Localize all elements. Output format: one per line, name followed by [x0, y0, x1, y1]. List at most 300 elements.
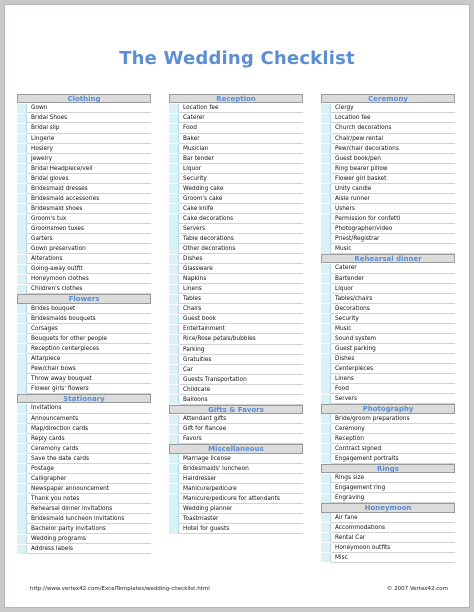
checkbox[interactable] [169, 494, 179, 503]
checkbox[interactable] [321, 533, 331, 542]
checkbox[interactable] [17, 545, 27, 554]
item-label: Balloons [179, 395, 303, 405]
checkbox[interactable] [169, 275, 179, 284]
item-label: Baker [179, 134, 303, 144]
checkbox[interactable] [169, 315, 179, 324]
checklist-item [321, 483, 455, 493]
item-label: Clergy [331, 103, 455, 113]
item-label: Address labels [27, 544, 151, 554]
checklist-item [17, 234, 151, 244]
item-label: Security [179, 174, 303, 184]
checklist-item [321, 263, 455, 273]
item-label: Gown [27, 103, 151, 113]
item-label: Lingerie [27, 134, 151, 144]
checkbox[interactable] [17, 234, 27, 243]
item-label: Marriage license [179, 454, 303, 464]
checkbox[interactable] [17, 324, 27, 333]
checkbox[interactable] [321, 434, 331, 443]
checkbox[interactable] [169, 464, 179, 473]
checklist-item [321, 214, 455, 224]
checklist-item [321, 294, 455, 304]
checklist-item [17, 184, 151, 194]
checklist-item [169, 345, 303, 355]
item-label: Engraving [331, 493, 455, 503]
checklist-item [17, 364, 151, 374]
checkbox[interactable] [169, 355, 179, 364]
checkbox[interactable] [169, 154, 179, 163]
checklist-item [17, 334, 151, 344]
checkbox[interactable] [17, 494, 27, 503]
item-label: Toastmaster [179, 514, 303, 524]
item-label: Bridesmaid shoes [27, 204, 151, 214]
checkbox[interactable] [169, 335, 179, 344]
item-label: Newspaper announcement [27, 484, 151, 494]
item-label: Pew/chair bows [27, 364, 151, 374]
item-label: Bridesmaids bouquets [27, 314, 151, 324]
column-3 [321, 94, 455, 563]
checkbox[interactable] [169, 395, 179, 404]
checklist-item [17, 544, 151, 554]
checkbox[interactable] [321, 474, 331, 483]
checkbox[interactable] [169, 454, 179, 463]
checkbox[interactable] [321, 334, 331, 343]
checklist-item [169, 113, 303, 123]
checkbox[interactable] [17, 124, 27, 133]
checkbox[interactable] [321, 454, 331, 463]
checklist-item [169, 375, 303, 385]
checklist-item [169, 365, 303, 375]
checklist-item [17, 284, 151, 294]
item-label: Other decorations [179, 244, 303, 254]
checklist-item [321, 274, 455, 284]
section-heading: Miscellaneous [169, 444, 303, 453]
checkbox[interactable] [17, 194, 27, 203]
checklist-item [17, 264, 151, 274]
checkbox[interactable] [321, 484, 331, 493]
item-label: Cake knife [179, 204, 303, 214]
checklist-item [169, 314, 303, 324]
item-label: Contract signed [331, 444, 455, 454]
checkbox[interactable] [321, 513, 331, 522]
checklist-item [169, 154, 303, 164]
checkbox[interactable] [321, 494, 331, 503]
section-heading: Clothing [17, 94, 151, 103]
checkbox[interactable] [17, 384, 27, 393]
item-label: Gratuities [179, 355, 303, 365]
checklist-item [169, 385, 303, 395]
checkbox[interactable] [169, 104, 179, 113]
checklist-item [321, 304, 455, 314]
checklist-item [169, 244, 303, 254]
checkbox[interactable] [17, 444, 27, 453]
item-label: Bridal gloves [27, 174, 151, 184]
item-label: Priest/Registrar [331, 234, 455, 244]
checkbox[interactable] [321, 144, 331, 153]
checklist-item [321, 184, 455, 194]
checklist-item [169, 414, 303, 424]
checklist-item [17, 424, 151, 434]
checkbox[interactable] [321, 234, 331, 243]
checkbox[interactable] [17, 304, 27, 313]
item-label: Aisle runner [331, 194, 455, 204]
item-label: Linens [331, 374, 455, 384]
checkbox[interactable] [321, 164, 331, 173]
checklist-item [17, 113, 151, 123]
footer-copyright: © 2007 Vertex42.com [386, 586, 448, 592]
checkbox[interactable] [17, 404, 27, 413]
checklist-item [321, 334, 455, 344]
checklist-item [321, 113, 455, 123]
checkbox[interactable] [169, 144, 179, 153]
checkbox[interactable] [169, 134, 179, 143]
checkbox[interactable] [17, 265, 27, 274]
item-label: Gown preservation [27, 244, 151, 254]
checkbox[interactable] [321, 174, 331, 183]
checkbox[interactable] [169, 184, 179, 193]
checklist-item [321, 424, 455, 434]
item-label: Entertainment [179, 324, 303, 334]
checkbox[interactable] [17, 474, 27, 483]
checklist-item [169, 264, 303, 274]
checklist-item [169, 123, 303, 133]
checkbox[interactable] [169, 265, 179, 274]
checklist-item [169, 274, 303, 284]
item-label: Food [331, 384, 455, 394]
checkbox[interactable] [169, 484, 179, 493]
item-label: Liquor [331, 284, 455, 294]
item-label: Unity candle [331, 184, 455, 194]
checkbox[interactable] [321, 294, 331, 303]
section-heading: Stationary [17, 394, 151, 403]
checklist-item [321, 523, 455, 533]
checkbox[interactable] [17, 364, 27, 373]
checkbox[interactable] [17, 484, 27, 493]
checklist-item [17, 344, 151, 354]
checklist-item [321, 364, 455, 374]
item-label: Reception [331, 434, 455, 444]
checkbox[interactable] [17, 255, 27, 264]
checkbox[interactable] [321, 314, 331, 323]
item-label: Tables/chairs [331, 294, 455, 304]
checkbox[interactable] [17, 285, 27, 294]
item-label: Bridesmaid accessories [27, 194, 151, 204]
footer-url[interactable]: http://www.vertex42.com/ExcelTemplates/wedding-checklist.html [30, 586, 210, 592]
checkbox[interactable] [169, 524, 179, 533]
checkbox[interactable] [169, 194, 179, 203]
item-label: Wedding programs [27, 534, 151, 544]
item-label: Thank you notes [27, 494, 151, 504]
item-label: Dishes [331, 354, 455, 364]
checkbox[interactable] [321, 543, 331, 552]
item-label: Bouquets for other people [27, 334, 151, 344]
checklist-item [169, 355, 303, 365]
checkbox[interactable] [169, 285, 179, 294]
item-label: Going-away outfit [27, 264, 151, 274]
checkbox[interactable] [17, 154, 27, 163]
item-label: Honeymoon outfits [331, 543, 455, 553]
checklist-item [169, 214, 303, 224]
item-label: Flower girls' flowers [27, 384, 151, 394]
checkbox[interactable] [321, 204, 331, 213]
column-2 [169, 94, 303, 534]
item-label: Ceremony cards [27, 444, 151, 454]
checkbox[interactable] [321, 364, 331, 373]
checkbox[interactable] [17, 334, 27, 343]
checkbox[interactable] [169, 514, 179, 523]
checklist-item [321, 224, 455, 234]
item-label: Bridesmaid luncheon invitations [27, 514, 151, 524]
checkbox[interactable] [169, 174, 179, 183]
item-label: Linens [179, 284, 303, 294]
checklist-item [321, 344, 455, 354]
checklist-item [169, 184, 303, 194]
checkbox[interactable] [321, 354, 331, 363]
checklist-item [17, 534, 151, 544]
item-label: Map/direction cards [27, 424, 151, 434]
checklist-item [321, 513, 455, 523]
checklist-item [321, 284, 455, 294]
checkbox[interactable] [169, 305, 179, 314]
checkbox[interactable] [17, 275, 27, 284]
checklist-item [17, 384, 151, 394]
checkbox[interactable] [321, 304, 331, 313]
checklist-item [17, 204, 151, 214]
checklist-item [321, 234, 455, 244]
checklist-item [169, 103, 303, 113]
checkbox[interactable] [17, 424, 27, 433]
item-label: Rings size [331, 473, 455, 483]
checkbox[interactable] [17, 314, 27, 323]
checkbox[interactable] [17, 244, 27, 253]
item-label: Groomsmen tuxes [27, 224, 151, 234]
checklist-item [17, 324, 151, 334]
checkbox[interactable] [321, 414, 331, 423]
checklist-item [17, 524, 151, 534]
checkbox[interactable] [17, 514, 27, 523]
checkbox[interactable] [169, 474, 179, 483]
checklist-item [17, 123, 151, 133]
item-label: Decorations [331, 304, 455, 314]
checkbox[interactable] [17, 464, 27, 473]
checkbox[interactable] [321, 214, 331, 223]
item-label: Bride/groom preparations [331, 414, 455, 424]
item-label: Wedding cake [179, 184, 303, 194]
checkbox[interactable] [169, 385, 179, 394]
checklist-item [169, 494, 303, 504]
item-label: Groom's cake [179, 194, 303, 204]
checklist-item [169, 334, 303, 344]
checkbox[interactable] [17, 114, 27, 123]
checkbox[interactable] [17, 354, 27, 363]
checkbox[interactable] [169, 124, 179, 133]
checkbox[interactable] [17, 104, 27, 113]
checkbox[interactable] [17, 224, 27, 233]
checkbox[interactable] [169, 325, 179, 334]
item-label: Save the date cards [27, 454, 151, 464]
checkbox[interactable] [17, 434, 27, 443]
item-label: Corsages [27, 324, 151, 334]
checkbox[interactable] [321, 523, 331, 532]
checkbox[interactable] [321, 384, 331, 393]
checkbox[interactable] [321, 124, 331, 133]
checklist-item [17, 244, 151, 254]
checklist-item [17, 164, 151, 174]
checklist-item [17, 403, 151, 413]
checklist-item [321, 194, 455, 204]
checkbox[interactable] [321, 104, 331, 113]
item-label: Table decorations [179, 234, 303, 244]
section-heading: Rings [321, 464, 455, 473]
item-label: Manicure/pedicure for attendants [179, 494, 303, 504]
checkbox[interactable] [321, 424, 331, 433]
checklist-item [321, 434, 455, 444]
checklist-item [169, 304, 303, 314]
checklist-item [17, 414, 151, 424]
item-label: Guests Transportation [179, 375, 303, 385]
item-label: Permission for confetti [331, 214, 455, 224]
checkbox[interactable] [321, 444, 331, 453]
checkbox[interactable] [321, 395, 331, 404]
checkbox[interactable] [169, 204, 179, 213]
checklist-item [17, 514, 151, 524]
item-label: Security [331, 314, 455, 324]
checklist-item [321, 444, 455, 454]
checkbox[interactable] [169, 375, 179, 384]
checkbox[interactable] [17, 414, 27, 423]
item-label: Church decorations [331, 123, 455, 133]
item-label: Wedding planner [179, 504, 303, 514]
checkbox[interactable] [321, 244, 331, 253]
item-label: Reply cards [27, 434, 151, 444]
checkbox[interactable] [321, 274, 331, 283]
item-label: Bridal Headpiece/veil [27, 164, 151, 174]
checkbox[interactable] [17, 344, 27, 353]
checkbox[interactable] [169, 255, 179, 264]
item-label: Napkins [179, 274, 303, 284]
checkbox[interactable] [169, 345, 179, 354]
checklist-item [17, 103, 151, 113]
checkbox[interactable] [17, 524, 27, 533]
checkbox[interactable] [169, 365, 179, 374]
checklist-item [321, 543, 455, 553]
checkbox[interactable] [17, 214, 27, 223]
checkbox[interactable] [321, 553, 331, 562]
checklist-item [17, 464, 151, 474]
checklist-item [321, 454, 455, 464]
checklist-item [169, 194, 303, 204]
checklist-item [321, 123, 455, 133]
checkbox[interactable] [17, 134, 27, 143]
checkbox[interactable] [169, 114, 179, 123]
checkbox[interactable] [321, 284, 331, 293]
checkbox[interactable] [17, 144, 27, 153]
checklist-item [169, 504, 303, 514]
item-label: Caterer [331, 263, 455, 273]
checklist-item [169, 514, 303, 524]
item-label: Jewelry [27, 154, 151, 164]
checkbox[interactable] [169, 435, 179, 444]
checkbox[interactable] [169, 504, 179, 513]
checkbox[interactable] [321, 184, 331, 193]
item-label: Ushers [331, 204, 455, 214]
checkbox[interactable] [321, 324, 331, 333]
checkbox[interactable] [17, 164, 27, 173]
checklist-item [169, 434, 303, 444]
item-label: Air fane [331, 513, 455, 523]
checkbox[interactable] [321, 154, 331, 163]
section-heading: Reception [169, 94, 303, 103]
item-label: Bartender [331, 274, 455, 284]
item-label: Pew/chair decorations [331, 144, 455, 154]
checklist-item [169, 464, 303, 474]
checklist-item [169, 324, 303, 334]
checkbox[interactable] [169, 234, 179, 243]
checkbox[interactable] [321, 264, 331, 273]
item-label: Musician [179, 144, 303, 154]
item-label: Chair/pew rental [331, 134, 455, 144]
checklist-item [321, 493, 455, 503]
item-label: Location fee [331, 113, 455, 123]
item-label: Gift for fiancee [179, 424, 303, 434]
item-label: Liquor [179, 164, 303, 174]
item-label: Groom's tux [27, 214, 151, 224]
section-heading: Honeymoon [321, 503, 455, 512]
checkbox[interactable] [17, 454, 27, 463]
item-label: Manicure/pedicure [179, 484, 303, 494]
checkbox[interactable] [17, 374, 27, 383]
section-heading: Gifts & Favors [169, 405, 303, 414]
checkbox[interactable] [17, 184, 27, 193]
item-label: Rehearsal dinner invitations [27, 504, 151, 514]
checkbox[interactable] [321, 344, 331, 353]
checklist-item [321, 134, 455, 144]
checklist-item [321, 414, 455, 424]
item-label: Car [179, 365, 303, 375]
checkbox[interactable] [17, 204, 27, 213]
checklist-item [17, 474, 151, 484]
checkbox[interactable] [321, 374, 331, 383]
checkbox[interactable] [321, 224, 331, 233]
checkbox[interactable] [321, 134, 331, 143]
checklist-item [169, 524, 303, 534]
checkbox[interactable] [169, 224, 179, 233]
checkbox[interactable] [321, 194, 331, 203]
checkbox[interactable] [169, 295, 179, 304]
checkbox[interactable] [169, 415, 179, 424]
item-label: Attendant gifts [179, 414, 303, 424]
item-label: Sound system [331, 334, 455, 344]
checklist-item [17, 354, 151, 364]
checklist-item [169, 454, 303, 464]
checkbox[interactable] [169, 164, 179, 173]
checkbox[interactable] [169, 425, 179, 434]
checklist-item [321, 374, 455, 384]
checklist-item [321, 314, 455, 324]
checkbox[interactable] [17, 504, 27, 513]
checklist-item [169, 164, 303, 174]
checkbox[interactable] [169, 244, 179, 253]
checkbox[interactable] [169, 214, 179, 223]
item-label: Misc [331, 553, 455, 563]
checklist-item [17, 304, 151, 314]
checkbox[interactable] [17, 535, 27, 544]
checklist-item [321, 324, 455, 334]
column-1 [17, 94, 151, 554]
checkbox[interactable] [321, 114, 331, 123]
checklist-item [17, 444, 151, 454]
checklist-item [17, 194, 151, 204]
checkbox[interactable] [17, 174, 27, 183]
